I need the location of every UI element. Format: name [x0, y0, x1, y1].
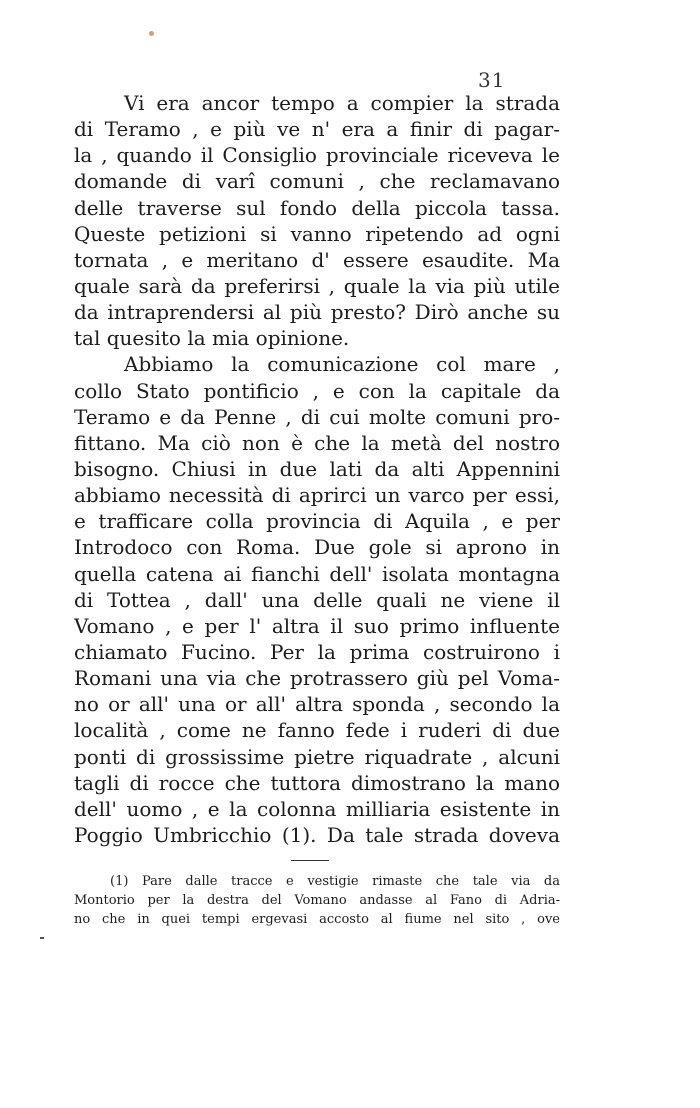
text-line: tal quesito la mia opinione.: [74, 326, 350, 351]
text-line: tagli di rocce che tuttora dimostrano la mano: [74, 770, 560, 795]
text-line: tornata , e meritano d' essere esaudite. Ma: [74, 247, 560, 272]
footnote-separator: [291, 860, 329, 861]
text-line: fittano. Ma ciò non è che la metà del nostro: [74, 430, 560, 455]
footnote-line: Montorio per la destra del Vomano andasse al Fano di Adria-: [74, 893, 560, 908]
text-line: Abbiamo la comunicazione col mare ,: [124, 352, 560, 377]
text-line: da intraprendersi al più presto? Dirò anche su: [74, 300, 560, 325]
text-line: chiamato Fucino. Per la prima costruirono i: [74, 639, 560, 664]
text-line: delle traverse sul fondo della piccola tassa.: [74, 195, 560, 220]
text-line: quella catena ai fianchi dell' isolata montagna: [74, 561, 560, 586]
text-line: dell' uomo , e la colonna milliaria esistente in: [74, 796, 560, 821]
text-line: Teramo e da Penne , di cui molte comuni pro-: [74, 404, 560, 429]
text-line: Poggio Umbricchio (1). Da tale strada doveva: [74, 822, 560, 847]
text-line: ponti di grossissime pietre riquadrate , alcuni: [74, 744, 560, 769]
text-line: collo Stato pontificio , e con la capitale da: [74, 378, 560, 403]
paper-speck: [149, 31, 154, 36]
text-line: bisogno. Chiusi in due lati da alti Appennini: [74, 456, 560, 481]
body-text: [74, 90, 560, 848]
text-line: no or all' una or all' altra sponda , secondo la: [74, 692, 560, 717]
text-line: Romani una via che protrassero giù pel Voma-: [74, 666, 560, 691]
text-line: Introdoco con Roma. Due gole si aprono in: [74, 535, 560, 560]
footnote-line: (1) Pare dalle tracce e vestigie rimaste che tale via da: [110, 874, 560, 889]
text-line: quale sarà da preferirsi , quale la via più utile: [74, 273, 560, 298]
text-line: domande di varî comuni , che reclamavano: [74, 169, 560, 194]
page-number: 31: [478, 68, 506, 92]
paper-speck-margin: [40, 937, 44, 939]
text-line: di Teramo , e più ve n' era a finir di pagar-: [74, 117, 560, 142]
text-line: la , quando il Consiglio provinciale riceveva le: [74, 143, 560, 168]
text-line: di Tottea , dall' una delle quali ne viene il: [74, 587, 560, 612]
text-line: Vomano , e per l' altra il suo primo influente: [74, 613, 560, 638]
text-line: Queste petizioni si vanno ripetendo ad ogni: [74, 221, 560, 246]
footnote: [74, 872, 560, 929]
text-line: Vi era ancor tempo a compier la strada: [124, 91, 560, 115]
text-line: località , come ne fanno fede i ruderi di due: [74, 718, 560, 743]
footnote-line: no che in quei tempi ergevasi accosto al fiume nel sito , ove: [74, 912, 560, 927]
text-line: abbiamo necessità di aprirci un varco per essi,: [74, 483, 560, 508]
text-line: e trafficare colla provincia di Aquila , e per: [74, 509, 560, 534]
